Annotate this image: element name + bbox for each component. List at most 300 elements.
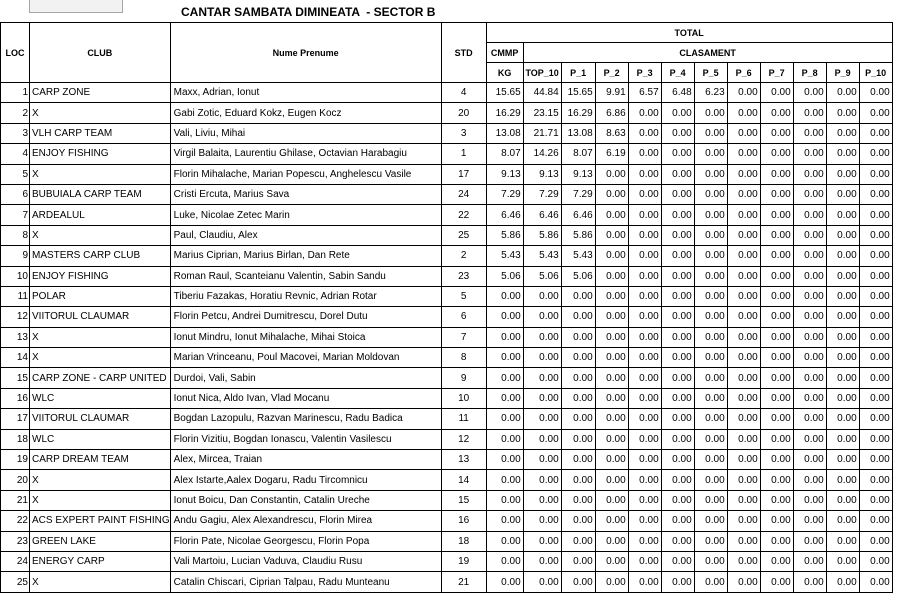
p1-cell[interactable]: 5.86 (561, 225, 595, 245)
p2-cell[interactable]: 6.86 (595, 103, 628, 123)
club-cell[interactable]: VLH CARP TEAM (30, 123, 171, 143)
std-cell[interactable]: 9 (441, 368, 486, 388)
p1-cell[interactable]: 16.29 (561, 103, 595, 123)
p7-cell[interactable]: 0.00 (760, 572, 793, 592)
p7-cell[interactable]: 0.00 (760, 470, 793, 490)
std-cell[interactable]: 1 (441, 144, 486, 164)
p6-cell[interactable]: 0.00 (727, 429, 760, 449)
loc[interactable]: 24 (1, 551, 30, 571)
loc[interactable]: 14 (1, 348, 30, 368)
p1-cell[interactable]: 0.00 (561, 429, 595, 449)
p1-cell[interactable]: 0.00 (561, 368, 595, 388)
p3-cell[interactable]: 0.00 (628, 348, 661, 368)
p4-cell[interactable]: 0.00 (661, 205, 694, 225)
p2-cell[interactable]: 0.00 (595, 205, 628, 225)
name-cell[interactable]: Ionut Mindru, Ionut Mihalache, Mihai Stoica (170, 327, 441, 347)
p2-cell[interactable]: 0.00 (595, 266, 628, 286)
name-cell[interactable]: Tiberiu Fazakas, Horatiu Revnic, Adrian Rotar (170, 286, 441, 306)
p5-cell[interactable]: 0.00 (694, 511, 727, 531)
club-cell[interactable]: X (30, 490, 171, 510)
loc[interactable]: 4 (1, 144, 30, 164)
name-cell[interactable]: Cristi Ercuta, Marius Sava (170, 184, 441, 204)
p1-cell[interactable]: 5.06 (561, 266, 595, 286)
p2-cell[interactable]: 0.00 (595, 246, 628, 266)
p4-cell[interactable]: 0.00 (661, 123, 694, 143)
p10-cell[interactable]: 0.00 (859, 450, 892, 470)
p10-cell[interactable]: 0.00 (859, 388, 892, 408)
club-cell[interactable]: ACS EXPERT PAINT FISHING (30, 511, 171, 531)
kg-cell[interactable]: 5.43 (486, 246, 523, 266)
name-cell[interactable]: Luke, Nicolae Zetec Marin (170, 205, 441, 225)
loc[interactable]: 18 (1, 429, 30, 449)
p4-cell[interactable]: 0.00 (661, 164, 694, 184)
name-cell[interactable]: Ionut Boicu, Dan Constantin, Catalin Ureche (170, 490, 441, 510)
club-cell[interactable]: X (30, 103, 171, 123)
p10-cell[interactable]: 0.00 (859, 490, 892, 510)
top10-cell[interactable]: 5.43 (523, 246, 561, 266)
p4-cell[interactable]: 0.00 (661, 327, 694, 347)
p1-cell[interactable]: 6.46 (561, 205, 595, 225)
loc[interactable]: 13 (1, 327, 30, 347)
std-cell[interactable]: 16 (441, 511, 486, 531)
p5-cell[interactable]: 0.00 (694, 409, 727, 429)
p6-cell[interactable]: 0.00 (727, 246, 760, 266)
top10-cell[interactable]: 14.26 (523, 144, 561, 164)
p2-cell[interactable]: 0.00 (595, 511, 628, 531)
p9-cell[interactable]: 0.00 (826, 164, 859, 184)
p6-cell[interactable]: 0.00 (727, 348, 760, 368)
p5-cell[interactable]: 0.00 (694, 225, 727, 245)
p7-cell[interactable]: 0.00 (760, 103, 793, 123)
p4-cell[interactable]: 0.00 (661, 368, 694, 388)
p10-cell[interactable]: 0.00 (859, 409, 892, 429)
p4-cell[interactable]: 0.00 (661, 348, 694, 368)
club-cell[interactable]: X (30, 470, 171, 490)
p2-cell[interactable]: 0.00 (595, 490, 628, 510)
p7-cell[interactable]: 0.00 (760, 368, 793, 388)
p2-cell[interactable]: 0.00 (595, 368, 628, 388)
top10-cell[interactable]: 0.00 (523, 511, 561, 531)
p6-cell[interactable]: 0.00 (727, 83, 760, 103)
p5-cell[interactable]: 0.00 (694, 490, 727, 510)
p2-cell[interactable]: 0.00 (595, 531, 628, 551)
kg-cell[interactable]: 6.46 (486, 205, 523, 225)
p1-cell[interactable]: 0.00 (561, 511, 595, 531)
p9-cell[interactable]: 0.00 (826, 83, 859, 103)
p2-cell[interactable]: 8.63 (595, 123, 628, 143)
club-cell[interactable]: WLC (30, 429, 171, 449)
p4-cell[interactable]: 0.00 (661, 307, 694, 327)
p5-cell[interactable]: 0.00 (694, 307, 727, 327)
p7-cell[interactable]: 0.00 (760, 164, 793, 184)
p1-cell[interactable]: 0.00 (561, 470, 595, 490)
name-cell[interactable]: Maxx, Adrian, Ionut (170, 83, 441, 103)
p8-cell[interactable]: 0.00 (793, 511, 826, 531)
p9-cell[interactable]: 0.00 (826, 184, 859, 204)
club-cell[interactable]: BUBUIALA CARP TEAM (30, 184, 171, 204)
p6-cell[interactable]: 0.00 (727, 144, 760, 164)
p2-cell[interactable]: 0.00 (595, 572, 628, 592)
std-cell[interactable]: 11 (441, 409, 486, 429)
p6-cell[interactable]: 0.00 (727, 388, 760, 408)
p2-cell[interactable]: 6.19 (595, 144, 628, 164)
top10-cell[interactable]: 21.71 (523, 123, 561, 143)
p1-cell[interactable]: 0.00 (561, 409, 595, 429)
p3-cell[interactable]: 0.00 (628, 164, 661, 184)
p10-cell[interactable]: 0.00 (859, 429, 892, 449)
p4-cell[interactable]: 0.00 (661, 388, 694, 408)
p7-cell[interactable]: 0.00 (760, 409, 793, 429)
p3-cell[interactable]: 0.00 (628, 205, 661, 225)
p1-cell[interactable]: 0.00 (561, 327, 595, 347)
p6-cell[interactable]: 0.00 (727, 184, 760, 204)
club-cell[interactable]: X (30, 225, 171, 245)
p8-cell[interactable]: 0.00 (793, 348, 826, 368)
name-cell[interactable]: Paul, Claudiu, Alex (170, 225, 441, 245)
p10-cell[interactable]: 0.00 (859, 531, 892, 551)
p6-cell[interactable]: 0.00 (727, 572, 760, 592)
p6-cell[interactable]: 0.00 (727, 266, 760, 286)
p3-cell[interactable]: 6.57 (628, 83, 661, 103)
top10-cell[interactable]: 0.00 (523, 388, 561, 408)
std-cell[interactable]: 19 (441, 551, 486, 571)
p4-cell[interactable]: 0.00 (661, 470, 694, 490)
p8-cell[interactable]: 0.00 (793, 388, 826, 408)
p4-cell[interactable]: 6.48 (661, 83, 694, 103)
p6-cell[interactable]: 0.00 (727, 307, 760, 327)
name-cell[interactable]: Florin Mihalache, Marian Popescu, Anghelescu Vasile (170, 164, 441, 184)
kg-cell[interactable]: 13.08 (486, 123, 523, 143)
p2-cell[interactable]: 0.00 (595, 388, 628, 408)
p3-cell[interactable]: 0.00 (628, 286, 661, 306)
std-cell[interactable]: 6 (441, 307, 486, 327)
p10-cell[interactable]: 0.00 (859, 164, 892, 184)
p9-cell[interactable]: 0.00 (826, 246, 859, 266)
p6-cell[interactable]: 0.00 (727, 286, 760, 306)
p9-cell[interactable]: 0.00 (826, 450, 859, 470)
p7-cell[interactable]: 0.00 (760, 511, 793, 531)
p10-cell[interactable]: 0.00 (859, 572, 892, 592)
p4-cell[interactable]: 0.00 (661, 144, 694, 164)
p10-cell[interactable]: 0.00 (859, 205, 892, 225)
loc[interactable]: 9 (1, 246, 30, 266)
top10-cell[interactable]: 6.46 (523, 205, 561, 225)
kg-cell[interactable]: 15.65 (486, 83, 523, 103)
p2-cell[interactable]: 0.00 (595, 409, 628, 429)
p8-cell[interactable]: 0.00 (793, 205, 826, 225)
kg-cell[interactable]: 0.00 (486, 531, 523, 551)
top10-cell[interactable]: 0.00 (523, 450, 561, 470)
p9-cell[interactable]: 0.00 (826, 286, 859, 306)
loc[interactable]: 3 (1, 123, 30, 143)
p1-cell[interactable]: 0.00 (561, 348, 595, 368)
p10-cell[interactable]: 0.00 (859, 368, 892, 388)
p1-cell[interactable]: 0.00 (561, 551, 595, 571)
kg-cell[interactable]: 0.00 (486, 490, 523, 510)
std-cell[interactable]: 5 (441, 286, 486, 306)
p9-cell[interactable]: 0.00 (826, 531, 859, 551)
std-cell[interactable]: 15 (441, 490, 486, 510)
top10-cell[interactable]: 44.84 (523, 83, 561, 103)
p5-cell[interactable]: 0.00 (694, 450, 727, 470)
p10-cell[interactable]: 0.00 (859, 286, 892, 306)
p4-cell[interactable]: 0.00 (661, 450, 694, 470)
p10-cell[interactable]: 0.00 (859, 246, 892, 266)
p5-cell[interactable]: 0.00 (694, 144, 727, 164)
club-cell[interactable]: CARP ZONE - CARP UNITED (30, 368, 171, 388)
p3-cell[interactable]: 0.00 (628, 123, 661, 143)
p4-cell[interactable]: 0.00 (661, 266, 694, 286)
loc[interactable]: 20 (1, 470, 30, 490)
p8-cell[interactable]: 0.00 (793, 429, 826, 449)
p7-cell[interactable]: 0.00 (760, 551, 793, 571)
p2-cell[interactable]: 0.00 (595, 551, 628, 571)
top10-cell[interactable]: 9.13 (523, 164, 561, 184)
p7-cell[interactable]: 0.00 (760, 246, 793, 266)
std-cell[interactable]: 25 (441, 225, 486, 245)
p8-cell[interactable]: 0.00 (793, 327, 826, 347)
cell-selector-box[interactable] (29, 0, 123, 13)
p5-cell[interactable]: 0.00 (694, 388, 727, 408)
p4-cell[interactable]: 0.00 (661, 511, 694, 531)
p9-cell[interactable]: 0.00 (826, 572, 859, 592)
top10-cell[interactable]: 0.00 (523, 409, 561, 429)
p4-cell[interactable]: 0.00 (661, 490, 694, 510)
p5-cell[interactable]: 0.00 (694, 184, 727, 204)
club-cell[interactable]: VIITORUL CLAUMAR (30, 409, 171, 429)
std-cell[interactable]: 10 (441, 388, 486, 408)
p2-cell[interactable]: 9.91 (595, 83, 628, 103)
top10-cell[interactable]: 0.00 (523, 490, 561, 510)
kg-cell[interactable]: 16.29 (486, 103, 523, 123)
top10-cell[interactable]: 0.00 (523, 307, 561, 327)
top10-cell[interactable]: 0.00 (523, 551, 561, 571)
p8-cell[interactable]: 0.00 (793, 531, 826, 551)
name-cell[interactable]: Catalin Chiscari, Ciprian Talpau, Radu Munteanu (170, 572, 441, 592)
p3-cell[interactable]: 0.00 (628, 531, 661, 551)
club-cell[interactable]: GREEN LAKE (30, 531, 171, 551)
p6-cell[interactable]: 0.00 (727, 327, 760, 347)
kg-cell[interactable]: 5.86 (486, 225, 523, 245)
loc[interactable]: 22 (1, 511, 30, 531)
loc[interactable]: 1 (1, 83, 30, 103)
club-cell[interactable]: ENERGY CARP (30, 551, 171, 571)
kg-cell[interactable]: 8.07 (486, 144, 523, 164)
p8-cell[interactable]: 0.00 (793, 123, 826, 143)
p10-cell[interactable]: 0.00 (859, 123, 892, 143)
p8-cell[interactable]: 0.00 (793, 450, 826, 470)
p10-cell[interactable]: 0.00 (859, 225, 892, 245)
std-cell[interactable]: 3 (441, 123, 486, 143)
p8-cell[interactable]: 0.00 (793, 307, 826, 327)
p2-cell[interactable]: 0.00 (595, 307, 628, 327)
p9-cell[interactable]: 0.00 (826, 470, 859, 490)
kg-cell[interactable]: 0.00 (486, 572, 523, 592)
p8-cell[interactable]: 0.00 (793, 490, 826, 510)
p2-cell[interactable]: 0.00 (595, 184, 628, 204)
p7-cell[interactable]: 0.00 (760, 348, 793, 368)
p8-cell[interactable]: 0.00 (793, 551, 826, 571)
loc[interactable]: 23 (1, 531, 30, 551)
p1-cell[interactable]: 8.07 (561, 144, 595, 164)
p7-cell[interactable]: 0.00 (760, 307, 793, 327)
name-cell[interactable]: Virgil Balaita, Laurentiu Ghilase, Octavian Harabagiu (170, 144, 441, 164)
p4-cell[interactable]: 0.00 (661, 225, 694, 245)
p2-cell[interactable]: 0.00 (595, 470, 628, 490)
name-cell[interactable]: Vali Martoiu, Lucian Vaduva, Claudiu Rusu (170, 551, 441, 571)
p7-cell[interactable]: 0.00 (760, 531, 793, 551)
p3-cell[interactable]: 0.00 (628, 388, 661, 408)
loc[interactable]: 12 (1, 307, 30, 327)
p9-cell[interactable]: 0.00 (826, 205, 859, 225)
kg-cell[interactable]: 0.00 (486, 450, 523, 470)
p5-cell[interactable]: 0.00 (694, 286, 727, 306)
p7-cell[interactable]: 0.00 (760, 286, 793, 306)
name-cell[interactable]: Ionut Nica, Aldo Ivan, Vlad Mocanu (170, 388, 441, 408)
kg-cell[interactable]: 0.00 (486, 429, 523, 449)
kg-cell[interactable]: 0.00 (486, 409, 523, 429)
club-cell[interactable]: ENJOY FISHING (30, 266, 171, 286)
p6-cell[interactable]: 0.00 (727, 531, 760, 551)
p1-cell[interactable]: 0.00 (561, 531, 595, 551)
p4-cell[interactable]: 0.00 (661, 429, 694, 449)
p2-cell[interactable]: 0.00 (595, 327, 628, 347)
loc[interactable]: 7 (1, 205, 30, 225)
p3-cell[interactable]: 0.00 (628, 307, 661, 327)
top10-cell[interactable]: 0.00 (523, 368, 561, 388)
p6-cell[interactable]: 0.00 (727, 450, 760, 470)
p9-cell[interactable]: 0.00 (826, 144, 859, 164)
p8-cell[interactable]: 0.00 (793, 144, 826, 164)
club-cell[interactable]: X (30, 164, 171, 184)
p1-cell[interactable]: 9.13 (561, 164, 595, 184)
kg-cell[interactable]: 0.00 (486, 327, 523, 347)
loc[interactable]: 10 (1, 266, 30, 286)
p2-cell[interactable]: 0.00 (595, 225, 628, 245)
club-cell[interactable]: VIITORUL CLAUMAR (30, 307, 171, 327)
loc[interactable]: 8 (1, 225, 30, 245)
name-cell[interactable]: Bogdan Lazopulu, Razvan Marinescu, Radu Badica (170, 409, 441, 429)
p6-cell[interactable]: 0.00 (727, 205, 760, 225)
p10-cell[interactable]: 0.00 (859, 184, 892, 204)
club-cell[interactable]: ENJOY FISHING (30, 144, 171, 164)
club-cell[interactable]: CARP DREAM TEAM (30, 450, 171, 470)
std-cell[interactable]: 4 (441, 83, 486, 103)
p6-cell[interactable]: 0.00 (727, 103, 760, 123)
p5-cell[interactable]: 0.00 (694, 572, 727, 592)
kg-cell[interactable]: 9.13 (486, 164, 523, 184)
club-cell[interactable]: CARP ZONE (30, 83, 171, 103)
top10-cell[interactable]: 0.00 (523, 531, 561, 551)
p8-cell[interactable]: 0.00 (793, 368, 826, 388)
p6-cell[interactable]: 0.00 (727, 123, 760, 143)
loc[interactable]: 25 (1, 572, 30, 592)
p3-cell[interactable]: 0.00 (628, 266, 661, 286)
p8-cell[interactable]: 0.00 (793, 266, 826, 286)
top10-cell[interactable]: 7.29 (523, 184, 561, 204)
p8-cell[interactable]: 0.00 (793, 103, 826, 123)
p9-cell[interactable]: 0.00 (826, 327, 859, 347)
p6-cell[interactable]: 0.00 (727, 409, 760, 429)
std-cell[interactable]: 8 (441, 348, 486, 368)
p7-cell[interactable]: 0.00 (760, 429, 793, 449)
p7-cell[interactable]: 0.00 (760, 123, 793, 143)
p4-cell[interactable]: 0.00 (661, 184, 694, 204)
p3-cell[interactable]: 0.00 (628, 144, 661, 164)
club-cell[interactable]: ARDEALUL (30, 205, 171, 225)
loc[interactable]: 16 (1, 388, 30, 408)
kg-cell[interactable]: 7.29 (486, 184, 523, 204)
name-cell[interactable]: Florin Pate, Nicolae Georgescu, Florin Popa (170, 531, 441, 551)
p3-cell[interactable]: 0.00 (628, 429, 661, 449)
p10-cell[interactable]: 0.00 (859, 83, 892, 103)
p9-cell[interactable]: 0.00 (826, 225, 859, 245)
p10-cell[interactable]: 0.00 (859, 551, 892, 571)
p3-cell[interactable]: 0.00 (628, 490, 661, 510)
top10-cell[interactable]: 0.00 (523, 429, 561, 449)
p8-cell[interactable]: 0.00 (793, 470, 826, 490)
top10-cell[interactable]: 5.86 (523, 225, 561, 245)
p9-cell[interactable]: 0.00 (826, 388, 859, 408)
std-cell[interactable]: 13 (441, 450, 486, 470)
p1-cell[interactable]: 15.65 (561, 83, 595, 103)
p5-cell[interactable]: 0.00 (694, 164, 727, 184)
std-cell[interactable]: 7 (441, 327, 486, 347)
p5-cell[interactable]: 0.00 (694, 429, 727, 449)
p6-cell[interactable]: 0.00 (727, 368, 760, 388)
loc[interactable]: 2 (1, 103, 30, 123)
name-cell[interactable]: Florin Petcu, Andrei Dumitrescu, Dorel Dutu (170, 307, 441, 327)
p4-cell[interactable]: 0.00 (661, 531, 694, 551)
p5-cell[interactable]: 0.00 (694, 205, 727, 225)
p7-cell[interactable]: 0.00 (760, 144, 793, 164)
p1-cell[interactable]: 0.00 (561, 490, 595, 510)
p7-cell[interactable]: 0.00 (760, 490, 793, 510)
p6-cell[interactable]: 0.00 (727, 164, 760, 184)
p3-cell[interactable]: 0.00 (628, 470, 661, 490)
kg-cell[interactable]: 0.00 (486, 368, 523, 388)
std-cell[interactable]: 20 (441, 103, 486, 123)
p4-cell[interactable]: 0.00 (661, 246, 694, 266)
p4-cell[interactable]: 0.00 (661, 103, 694, 123)
p3-cell[interactable]: 0.00 (628, 184, 661, 204)
top10-cell[interactable]: 0.00 (523, 348, 561, 368)
club-cell[interactable]: WLC (30, 388, 171, 408)
loc[interactable]: 6 (1, 184, 30, 204)
p9-cell[interactable]: 0.00 (826, 348, 859, 368)
top10-cell[interactable]: 5.06 (523, 266, 561, 286)
p3-cell[interactable]: 0.00 (628, 103, 661, 123)
club-cell[interactable]: MASTERS CARP CLUB (30, 246, 171, 266)
p2-cell[interactable]: 0.00 (595, 429, 628, 449)
p7-cell[interactable]: 0.00 (760, 388, 793, 408)
p3-cell[interactable]: 0.00 (628, 551, 661, 571)
name-cell[interactable]: Florin Vizitiu, Bogdan Ionascu, Valentin Vasilescu (170, 429, 441, 449)
top10-cell[interactable]: 23.15 (523, 103, 561, 123)
p9-cell[interactable]: 0.00 (826, 266, 859, 286)
name-cell[interactable]: Durdoi, Vali, Sabin (170, 368, 441, 388)
std-cell[interactable]: 12 (441, 429, 486, 449)
p2-cell[interactable]: 0.00 (595, 348, 628, 368)
p7-cell[interactable]: 0.00 (760, 184, 793, 204)
p10-cell[interactable]: 0.00 (859, 348, 892, 368)
std-cell[interactable]: 14 (441, 470, 486, 490)
loc[interactable]: 21 (1, 490, 30, 510)
p9-cell[interactable]: 0.00 (826, 511, 859, 531)
p8-cell[interactable]: 0.00 (793, 246, 826, 266)
top10-cell[interactable]: 0.00 (523, 327, 561, 347)
p10-cell[interactable]: 0.00 (859, 327, 892, 347)
